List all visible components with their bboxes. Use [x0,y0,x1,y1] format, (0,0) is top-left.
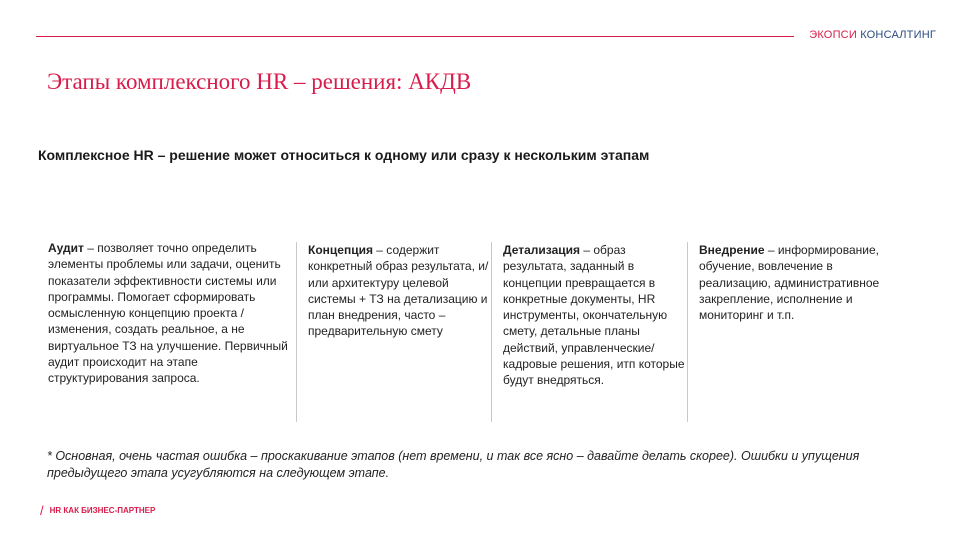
header-divider-line [36,36,794,37]
stage-description: – позволяет точно определить элементы проблемы или задачи, оценить показатели эффективности системы или программы. Помогает сформировать осмысленную концепцию проекта / изменения, создать реальное, а не виртуальное ТЗ на улучшение. Первичный аудит происходит на этапе структурирования запроса. [48,241,288,386]
brand-name-part2: КОНСАЛТИНГ [860,29,936,41]
brand-name-part1: ЭКОПСИ [809,29,857,41]
stage-description: – информирование, обучение, вовлечение в реализацию, административное закрепление, исполнение и мониторинг и т.п. [699,243,880,323]
stage-concept [296,242,491,422]
stage-name: Внедрение [699,243,765,257]
stage-description: – образ результата, заданный в концепции превращается в конкретные документы, HR инструменты, окончательную смету, детальные планы действий, управленческие/ кадровые решения, итп которые будут внедряться. [503,243,685,388]
footer-section-label [40,503,155,518]
stage-description: – содержит конкретный образ результата, и/или архитектуру целевой системы + ТЗ на детализацию и план внедрения, часто – предварительную смету [308,243,489,339]
stage-name: Аудит [48,241,84,255]
stage-name: Концепция [308,243,373,257]
footer-label: HR КАК БИЗНЕС-ПАРТНЕР [49,506,156,515]
stages-row [38,240,888,420]
footnote: * Основная, очень частая ошибка – проскакивание этапов (нет времени, и так все ясно – давайте делать скорее). Ошибки и упущения предыдущего этапа усугубляются на следующем этапе. [47,449,860,480]
footer-slash: / [40,503,44,518]
slide-title: Этапы комплексного HR – решения: АКДВ [47,69,472,94]
slide-subtitle: Комплексное HR – решение может относиться к одному или сразу к нескольким этапам [38,147,650,163]
stage-audit [48,240,288,420]
stage-name: Детализация [503,243,580,257]
brand-logo [809,29,936,41]
stage-detailing [491,242,687,422]
stage-implementation [687,242,888,422]
